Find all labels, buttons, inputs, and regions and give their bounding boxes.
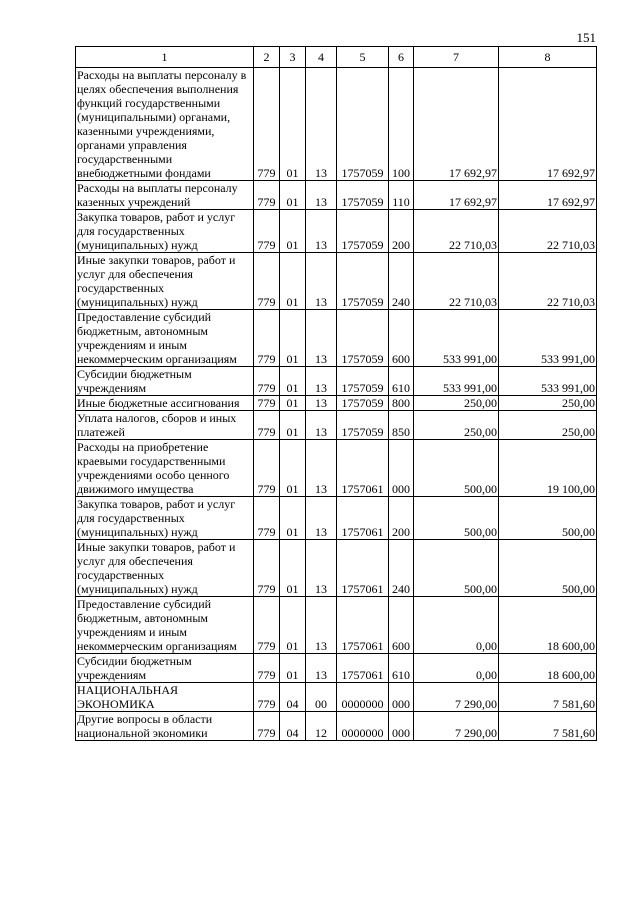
row-c2-cell: 779 <box>254 712 280 741</box>
row-c6-cell: 800 <box>389 396 414 411</box>
row-c3-cell: 01 <box>280 68 306 181</box>
row-c2-cell: 779 <box>254 396 280 411</box>
row-c2-cell: 779 <box>254 253 280 310</box>
row-c2-cell: 779 <box>254 683 280 712</box>
row-c2-cell: 779 <box>254 210 280 253</box>
row-name-cell: Предоставление субсидий бюджетным, автономным учреждениям и иным некоммерческим организациям <box>76 597 254 654</box>
row-c3-cell: 01 <box>280 210 306 253</box>
header-cell: 2 <box>254 47 280 68</box>
header-cell: 6 <box>389 47 414 68</box>
row-c6-cell: 240 <box>389 253 414 310</box>
row-c8-cell: 18 600,00 <box>499 654 597 683</box>
row-c4-cell: 13 <box>306 253 337 310</box>
table-row <box>76 654 597 683</box>
row-c8-cell: 18 600,00 <box>499 597 597 654</box>
row-c4-cell: 13 <box>306 396 337 411</box>
row-c5-cell: 1757061 <box>337 597 389 654</box>
row-c6-cell: 240 <box>389 540 414 597</box>
row-c3-cell: 01 <box>280 181 306 210</box>
row-c4-cell: 13 <box>306 181 337 210</box>
row-c6-cell: 610 <box>389 367 414 396</box>
row-c5-cell: 1757059 <box>337 68 389 181</box>
row-c4-cell: 13 <box>306 411 337 440</box>
row-c4-cell: 13 <box>306 497 337 540</box>
row-name-cell: Уплата налогов, сборов и иных платежей <box>76 411 254 440</box>
row-c2-cell: 779 <box>254 540 280 597</box>
row-c2-cell: 779 <box>254 497 280 540</box>
row-c7-cell: 250,00 <box>414 396 499 411</box>
table-row <box>76 68 597 181</box>
row-c7-cell: 7 290,00 <box>414 683 499 712</box>
row-c8-cell: 250,00 <box>499 411 597 440</box>
row-c6-cell: 000 <box>389 440 414 497</box>
header-cell: 8 <box>499 47 597 68</box>
row-c3-cell: 01 <box>280 540 306 597</box>
row-c5-cell: 1757061 <box>337 654 389 683</box>
row-c6-cell: 850 <box>389 411 414 440</box>
row-c2-cell: 779 <box>254 68 280 181</box>
row-c6-cell: 000 <box>389 712 414 741</box>
row-c2-cell: 779 <box>254 597 280 654</box>
table-row <box>76 683 597 712</box>
row-c5-cell: 1757059 <box>337 396 389 411</box>
row-c4-cell: 13 <box>306 597 337 654</box>
row-c5-cell: 1757059 <box>337 253 389 310</box>
table-row <box>76 310 597 367</box>
row-c3-cell: 04 <box>280 683 306 712</box>
row-c7-cell: 500,00 <box>414 497 499 540</box>
table-row <box>76 540 597 597</box>
header-cell: 4 <box>306 47 337 68</box>
row-c3-cell: 01 <box>280 597 306 654</box>
row-c6-cell: 110 <box>389 181 414 210</box>
row-c3-cell: 01 <box>280 253 306 310</box>
row-name-cell: Расходы на выплаты персоналу казенных учреждений <box>76 181 254 210</box>
row-name-cell: Иные закупки товаров, работ и услуг для обеспечения государственных (муниципальных) нужд <box>76 540 254 597</box>
header-cell: 5 <box>337 47 389 68</box>
row-c5-cell: 1757059 <box>337 210 389 253</box>
row-c8-cell: 533 991,00 <box>499 367 597 396</box>
row-c8-cell: 22 710,03 <box>499 253 597 310</box>
row-c4-cell: 13 <box>306 68 337 181</box>
row-c5-cell: 0000000 <box>337 683 389 712</box>
row-c3-cell: 01 <box>280 497 306 540</box>
row-c8-cell: 250,00 <box>499 396 597 411</box>
row-c6-cell: 000 <box>389 683 414 712</box>
row-c2-cell: 779 <box>254 411 280 440</box>
page-number: 151 <box>576 30 596 45</box>
header-cell: 7 <box>414 47 499 68</box>
row-name-cell: Субсидии бюджетным учреждениям <box>76 654 254 683</box>
row-c5-cell: 1757061 <box>337 440 389 497</box>
row-c8-cell: 533 991,00 <box>499 310 597 367</box>
row-c2-cell: 779 <box>254 181 280 210</box>
row-c2-cell: 779 <box>254 310 280 367</box>
row-c7-cell: 7 290,00 <box>414 712 499 741</box>
row-c7-cell: 17 692,97 <box>414 181 499 210</box>
row-c7-cell: 0,00 <box>414 654 499 683</box>
header-cell: 3 <box>280 47 306 68</box>
row-c3-cell: 01 <box>280 654 306 683</box>
row-c6-cell: 200 <box>389 497 414 540</box>
row-c6-cell: 600 <box>389 310 414 367</box>
row-c4-cell: 12 <box>306 712 337 741</box>
row-c3-cell: 01 <box>280 310 306 367</box>
table-row <box>76 210 597 253</box>
row-name-cell: Предоставление субсидий бюджетным, автономным учреждениям и иным некоммерческим организациям <box>76 310 254 367</box>
table-row <box>76 597 597 654</box>
row-name-cell: Другие вопросы в области национальной экономики <box>76 712 254 741</box>
row-c7-cell: 533 991,00 <box>414 367 499 396</box>
table-row <box>76 396 597 411</box>
row-c5-cell: 1757059 <box>337 411 389 440</box>
row-c2-cell: 779 <box>254 440 280 497</box>
row-c6-cell: 610 <box>389 654 414 683</box>
row-c8-cell: 7 581,60 <box>499 683 597 712</box>
row-name-cell: Иные бюджетные ассигнования <box>76 396 254 411</box>
row-c5-cell: 1757059 <box>337 181 389 210</box>
row-name-cell: Расходы на приобретение краевыми государственными учреждениями особо ценного движимого имущества <box>76 440 254 497</box>
row-c5-cell: 1757061 <box>337 540 389 597</box>
row-c7-cell: 17 692,97 <box>414 68 499 181</box>
row-c7-cell: 533 991,00 <box>414 310 499 367</box>
row-c8-cell: 500,00 <box>499 540 597 597</box>
row-c3-cell: 01 <box>280 411 306 440</box>
row-c7-cell: 22 710,03 <box>414 253 499 310</box>
row-c5-cell: 1757059 <box>337 310 389 367</box>
table-row <box>76 440 597 497</box>
row-c8-cell: 17 692,97 <box>499 68 597 181</box>
row-name-cell: Субсидии бюджетным учреждениям <box>76 367 254 396</box>
table-row <box>76 712 597 741</box>
row-name-cell: НАЦИОНАЛЬНАЯ ЭКОНОМИКА <box>76 683 254 712</box>
row-c4-cell: 13 <box>306 210 337 253</box>
row-c4-cell: 13 <box>306 310 337 367</box>
row-c3-cell: 01 <box>280 367 306 396</box>
row-name-cell: Закупка товаров, работ и услуг для государственных (муниципальных) нужд <box>76 210 254 253</box>
table-row <box>76 367 597 396</box>
row-c4-cell: 13 <box>306 367 337 396</box>
budget-table <box>75 46 597 741</box>
row-c7-cell: 22 710,03 <box>414 210 499 253</box>
table-row <box>76 253 597 310</box>
row-c7-cell: 250,00 <box>414 411 499 440</box>
row-name-cell: Закупка товаров, работ и услуг для государственных (муниципальных) нужд <box>76 497 254 540</box>
row-c5-cell: 1757059 <box>337 367 389 396</box>
row-c4-cell: 13 <box>306 440 337 497</box>
row-c8-cell: 7 581,60 <box>499 712 597 741</box>
row-c3-cell: 01 <box>280 396 306 411</box>
row-name-cell: Расходы на выплаты персоналу в целях обеспечения выполнения функций государственными (муниципальными) органами, казенными учреждениями, органами управления государственными внебюджетными фондами <box>76 68 254 181</box>
row-c8-cell: 19 100,00 <box>499 440 597 497</box>
row-c8-cell: 22 710,03 <box>499 210 597 253</box>
row-c4-cell: 13 <box>306 540 337 597</box>
header-cell: 1 <box>76 47 254 68</box>
row-c7-cell: 500,00 <box>414 540 499 597</box>
row-c3-cell: 01 <box>280 440 306 497</box>
row-c6-cell: 200 <box>389 210 414 253</box>
row-name-cell: Иные закупки товаров, работ и услуг для обеспечения государственных (муниципальных) нужд <box>76 253 254 310</box>
row-c3-cell: 04 <box>280 712 306 741</box>
table-row <box>76 411 597 440</box>
row-c7-cell: 0,00 <box>414 597 499 654</box>
table-row <box>76 181 597 210</box>
row-c8-cell: 500,00 <box>499 497 597 540</box>
row-c6-cell: 100 <box>389 68 414 181</box>
row-c7-cell: 500,00 <box>414 440 499 497</box>
table-row <box>76 497 597 540</box>
row-c8-cell: 17 692,97 <box>499 181 597 210</box>
row-c2-cell: 779 <box>254 367 280 396</box>
table-header-row <box>76 47 597 68</box>
row-c5-cell: 0000000 <box>337 712 389 741</box>
row-c4-cell: 13 <box>306 654 337 683</box>
row-c5-cell: 1757061 <box>337 497 389 540</box>
row-c4-cell: 00 <box>306 683 337 712</box>
row-c2-cell: 779 <box>254 654 280 683</box>
row-c6-cell: 600 <box>389 597 414 654</box>
